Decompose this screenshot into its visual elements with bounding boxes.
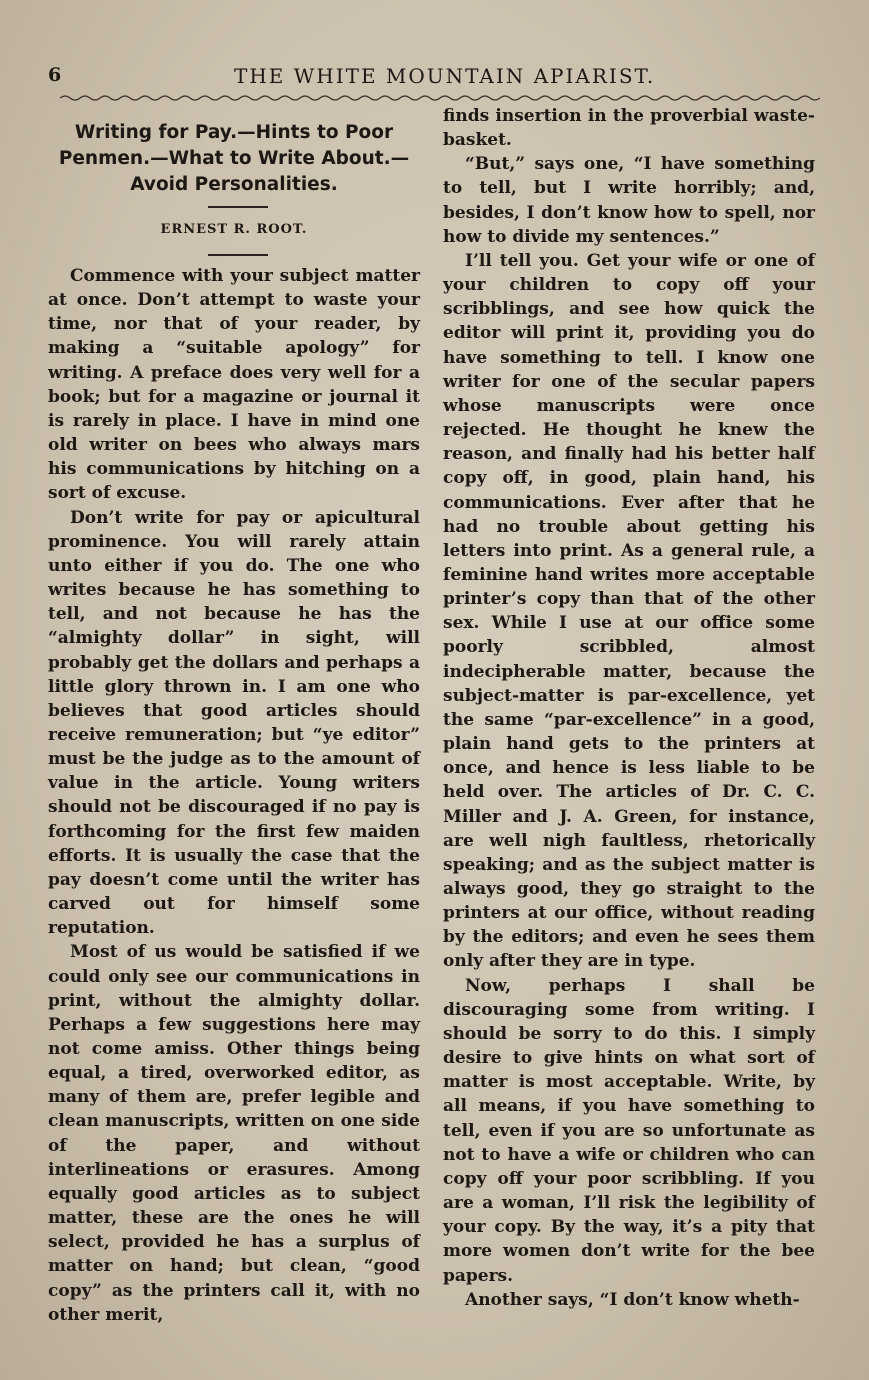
paragraph: Commence with your subject matter at once. Don’t attempt to waste your time, nor that of your reader, by making a “suitable apology” for writing. A preface does very well for a book; but for a magazine or journal it is rarely in place. I have in mind one old writer on bees who always mars his communications by hitching on a sort of excuse. bbox=[48, 266, 420, 504]
paragraph: Don’t write for pay or apicultural prominence. You will rarely attain unto either if you do. The one who writes because he has something to tell, and not because he has the “almighty dollar” in sight, will probably get the dollars and perhaps a little glory thrown in. I am one who believes that good articles should receive remuneration; but “ye editor” must be the judge as to the amount of value in the article. Young writers should not be discouraged if no pay is forthcoming for the first few maiden efforts. It is usually the case that the pay doesn’t come until the writer has carved out for himself some reputation. bbox=[48, 507, 420, 939]
paragraph: I’ll tell you. Get your wife or one of your children to copy off your scribblings, and see how quick the editor will print it, providing you do have something to tell. I know one writer for one of the secular papers whose manuscripts were once rejected. He thought he knew the reason, and finally had his better half copy off, in good, plain hand, his communications. Ever after that he had no trouble about getting his letters into print. As a general rule, a feminine hand writes more acceptable printer’s copy than that of the other sex. While I use at our office some poorly scribbled, almost indecipherable matter, because the subject-matter is par-excellence, yet the same “par-excellence” in a good, plain hand gets to the printers at once, and hence is less liable to be held over. The articles of Dr. C. C. Miller and J. A. Green, for instance, are well nigh faultless, rhetorically speaking; and as the subject matter is always good, they go straight to the printers at our office, without reading by the editors; and even he sees them only after they are in type. bbox=[443, 250, 815, 972]
paragraph: “But,” says one, “I have something to tell, but I write horribly; and, besides, I don’t know how to spell, nor how to divide my sentences.” bbox=[443, 154, 815, 247]
page-number: 6 bbox=[48, 64, 62, 86]
right-column bbox=[443, 104, 815, 1312]
header-wavy-rule bbox=[60, 94, 820, 102]
paragraph: Another says, “I don’t know wheth- bbox=[465, 1289, 800, 1310]
article-title: Writing for Pay.—Hints to Poor Penmen.—What to Write About.—Avoid Personalities. bbox=[58, 122, 410, 195]
paragraph: finds insertion in the proverbial waste-basket. bbox=[443, 106, 815, 151]
page-header bbox=[48, 64, 828, 92]
left-column bbox=[48, 264, 420, 1327]
author-byline: ERNEST R. ROOT. bbox=[160, 222, 308, 237]
author-rule bbox=[208, 254, 268, 256]
paragraph: Most of us would be satisfied if we could only see our communications in print, without the almighty dollar. Perhaps a few suggestions here may not come amiss. Other things being equal, a tired, overworked editor, as many of them are, prefer legible and clean manuscripts, written on one side of the paper, and without interlineations or erasures. Among equally good articles as to subject matter, these are the ones he will select, provided he has a surplus of matter on hand; but clean, “good copy” as the printers call it, with no other merit, bbox=[48, 942, 420, 1325]
running-title: THE WHITE MOUNTAIN APIARIST. bbox=[234, 64, 656, 88]
paragraph: Now, perhaps I shall be discouraging some from writing. I should be sorry to do this. I simply desire to give hints on what sort of matter is most acceptable. Write, by all means, if you have something to tell, even if you are so unfortunate as not to have a wife or children who can copy off your poor scribbling. If you are a woman, I’ll risk the legibility of your copy. By the way, it’s a pity that more women don’t write for the bee papers. bbox=[443, 975, 815, 1286]
title-rule bbox=[208, 206, 268, 208]
